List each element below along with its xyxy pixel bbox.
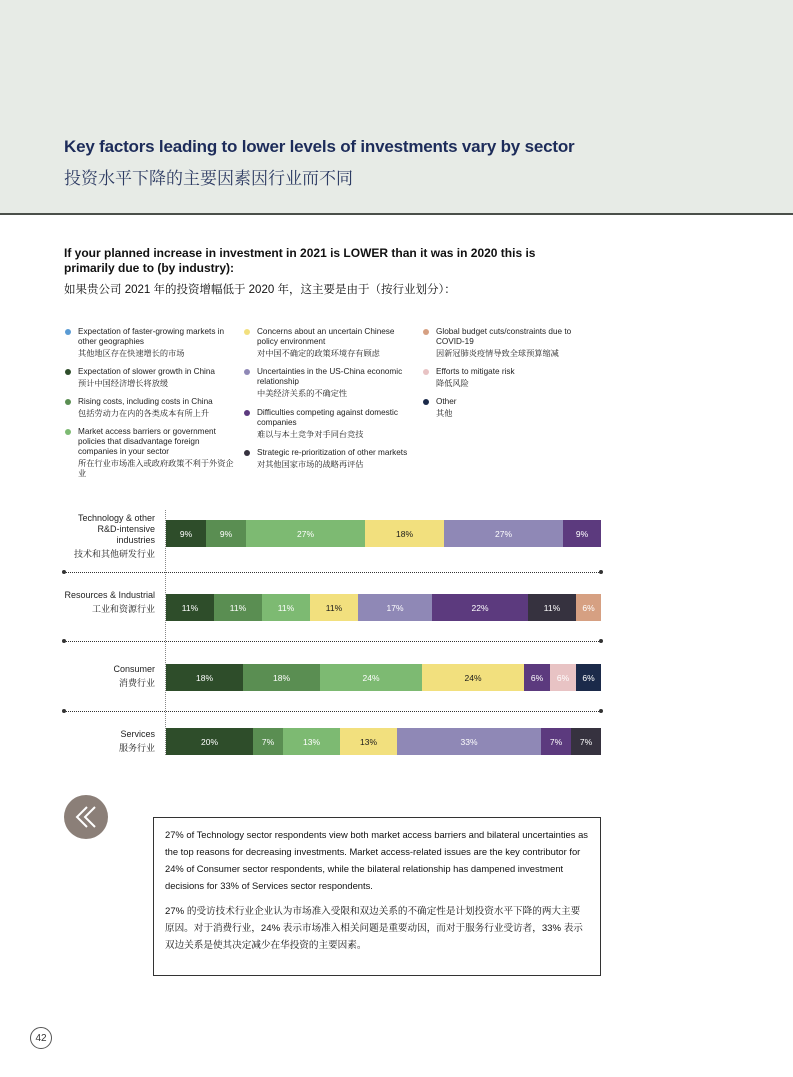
legend-item-market-access (64, 427, 234, 479)
legend-item-faster-growing (64, 327, 234, 359)
category-label-technology (60, 513, 155, 560)
page-number: 42 (30, 1027, 52, 1049)
legend-label: Other (436, 397, 457, 406)
data-label: 9% (179, 528, 193, 539)
page-title: Key factors leading to lower levels of investments vary by sector (64, 137, 575, 156)
callout-text-en: 27% of Technology sector respondents view both market access barriers and bilateral uncertainties as the top reasons for decreasing investments. Market access-related issues are the key contributor for 24% of Consumer sector respondents, while the bilateral relationship has dampened investment decisions for 33% of Services sector respondents. (165, 829, 588, 891)
legend-label: Expectation of faster-growing markets in other geographies (78, 327, 225, 346)
legend-label: Uncertainties in the US-China economic relationship (257, 367, 403, 386)
legend-label-chinese: 因新冠肺炎疫情导致全球预算缩减 (436, 349, 559, 358)
bar-segment-chinese-policy (340, 728, 397, 755)
chart-question: If your planned increase in investment in 2021 is LOWER than it was in 2020 this is primarily due to (by industry): (64, 246, 536, 275)
data-label: 18% (272, 672, 290, 683)
legend-label: Global budget cuts/constraints due to COVID-19 (436, 327, 572, 346)
category-label-resources (60, 590, 155, 615)
category-label-zh: 工业和资源行业 (91, 604, 155, 614)
legend-dot-icon (244, 410, 250, 416)
data-label: 6% (556, 672, 570, 683)
legend-label-chinese: 包括劳动力在内的各类成本有所上升 (78, 409, 210, 418)
row-separator (64, 572, 601, 573)
bar-segment-other (576, 664, 601, 691)
data-label: 11% (277, 602, 295, 613)
bar-segment-market-access (283, 728, 340, 755)
category-label-en: Resources & Industrial (64, 590, 155, 600)
legend-dot-icon (244, 369, 250, 375)
legend-dot-icon (65, 369, 71, 375)
data-label: 11% (229, 602, 247, 613)
category-label-zh: 技术和其他研发行业 (73, 549, 155, 559)
legend-item-domestic-competition (243, 408, 411, 440)
bar-segment-us-china (397, 728, 541, 755)
legend-item-rising-costs (64, 397, 234, 419)
data-label: 6% (582, 672, 595, 683)
row-separator (64, 711, 601, 712)
data-label: 20% (200, 736, 218, 747)
data-label: 7% (549, 736, 563, 747)
legend-label-chinese: 难以与本土竞争对手同台竞技 (257, 430, 364, 439)
legend-label-chinese: 对中国不确定的政策环境存有顾虑 (257, 349, 380, 358)
data-label: 11% (181, 602, 199, 613)
legend-item-other (422, 397, 592, 419)
legend-dot-icon (423, 369, 429, 375)
data-label: 33% (460, 736, 478, 747)
legend-item-mitigate-risk (422, 367, 592, 389)
legend-dot-icon (244, 450, 250, 456)
data-label: 17% (386, 602, 404, 613)
data-label: 9% (575, 528, 589, 539)
bar-segment-mitigate-risk (550, 664, 576, 691)
legend-label: Market access barriers or government policies that disadvantage foreign companies in your sector (78, 427, 216, 456)
page-title-chinese: 投资水平下降的主要因素因行业而不同 (64, 169, 353, 188)
data-label: 13% (302, 736, 320, 747)
bar-segment-domestic-competition (541, 728, 571, 755)
legend-label-chinese: 所在行业市场准入或政府政策不利于外资企业 (78, 459, 234, 478)
data-label: 13% (359, 736, 377, 747)
legend-label: Strategic re-prioritization of other markets (257, 448, 408, 457)
bar-segment-slower-growth (166, 728, 253, 755)
data-label: 27% (296, 528, 314, 539)
legend-label: Expectation of slower growth in China (78, 367, 215, 376)
category-label-zh: 服务行业 (118, 743, 155, 753)
category-label-consumer (60, 664, 155, 689)
legend-label: Difficulties competing against domestic companies (257, 408, 398, 427)
data-label: 18% (395, 528, 413, 539)
legend-item-global-budget (422, 327, 592, 359)
legend-dot-icon (65, 429, 71, 435)
bar-segment-rising-costs (243, 664, 320, 691)
legend-item-chinese-policy (243, 327, 411, 359)
data-label: 11% (325, 602, 343, 613)
legend-label: Efforts to mitigate risk (436, 367, 515, 376)
data-label: 7% (579, 736, 593, 747)
legend-label-chinese: 对其他国家市场的战略再评估 (257, 460, 364, 469)
legend-label-chinese: 其他 (436, 409, 453, 418)
data-label: 24% (464, 672, 482, 683)
legend-dot-icon (65, 329, 71, 335)
category-label-services (60, 729, 155, 754)
bar-segment-slower-growth (166, 520, 206, 547)
callout-box (153, 817, 601, 976)
chart-question-chinese: 如果贵公司 2021 年的投资增幅低于 2020 年，这主要是由于（按行业划分）： (64, 284, 456, 296)
category-label-en: Services (120, 729, 155, 739)
category-label-en: Consumer (113, 664, 155, 674)
bar-segment-domestic-competition (432, 594, 528, 621)
bar-segment-rising-costs (206, 520, 246, 547)
bar-segment-market-access (246, 520, 365, 547)
data-label: 18% (195, 672, 213, 683)
legend-item-strategic (243, 448, 411, 470)
callout-text-zh: 27% 的受访技术行业企业认为市场准入受限和双边关系的不确定性是计划投资水平下降的两大主要原因。对于消费行业，24% 表示市场准入相关问题是重要动因，而对于服务行业受访者，33% 表示双边关系是使其决定减少在华投资的主要因素。 (165, 906, 583, 951)
data-label: 9% (219, 528, 233, 539)
legend-item-slower-growth (64, 367, 234, 389)
data-label: 24% (362, 672, 380, 683)
legend-label: Concerns about an uncertain Chinese policy environment (257, 327, 395, 346)
bar-segment-rising-costs (214, 594, 262, 621)
legend-label: Rising costs, including costs in China (78, 397, 213, 406)
data-label: 6% (530, 672, 544, 683)
category-label-zh: 消费行业 (118, 678, 155, 688)
legend-dot-icon (423, 329, 429, 335)
bar-segment-strategic (571, 728, 601, 755)
bar-segment-chinese-policy (422, 664, 524, 691)
data-label: 7% (261, 736, 275, 747)
bar-segment-us-china (444, 520, 563, 547)
legend-dot-icon (65, 399, 71, 405)
data-label: 6% (582, 602, 595, 613)
data-label: 22% (471, 602, 489, 613)
category-label-en: Technology & other R&D-intensive industries (77, 513, 155, 545)
bar-segment-global-budget (576, 594, 601, 621)
bar-segment-slower-growth (166, 594, 214, 621)
bar-segment-slower-growth (166, 664, 243, 691)
legend-item-us-china (243, 367, 411, 399)
bar-segment-us-china (358, 594, 432, 621)
row-separator (64, 641, 601, 642)
legend-label-chinese: 中美经济关系的不确定性 (257, 389, 348, 398)
bar-segment-rising-costs (253, 728, 283, 755)
data-label: 27% (494, 528, 512, 539)
chevron-left-icon (64, 795, 108, 839)
bar-segment-chinese-policy (365, 520, 444, 547)
bar-segment-domestic-competition (524, 664, 550, 691)
bar-segment-domestic-competition (563, 520, 601, 547)
legend-dot-icon (423, 399, 429, 405)
legend-dot-icon (244, 329, 250, 335)
bar-segment-strategic (528, 594, 576, 621)
bar-segment-chinese-policy (310, 594, 358, 621)
legend-label-chinese: 其他地区存在快速增长的市场 (78, 349, 185, 358)
data-label: 11% (543, 602, 561, 613)
bar-segment-market-access (320, 664, 422, 691)
legend-label-chinese: 预计中国经济增长将放缓 (78, 379, 169, 388)
legend-label-chinese: 降低风险 (436, 379, 469, 388)
bar-segment-market-access (262, 594, 310, 621)
